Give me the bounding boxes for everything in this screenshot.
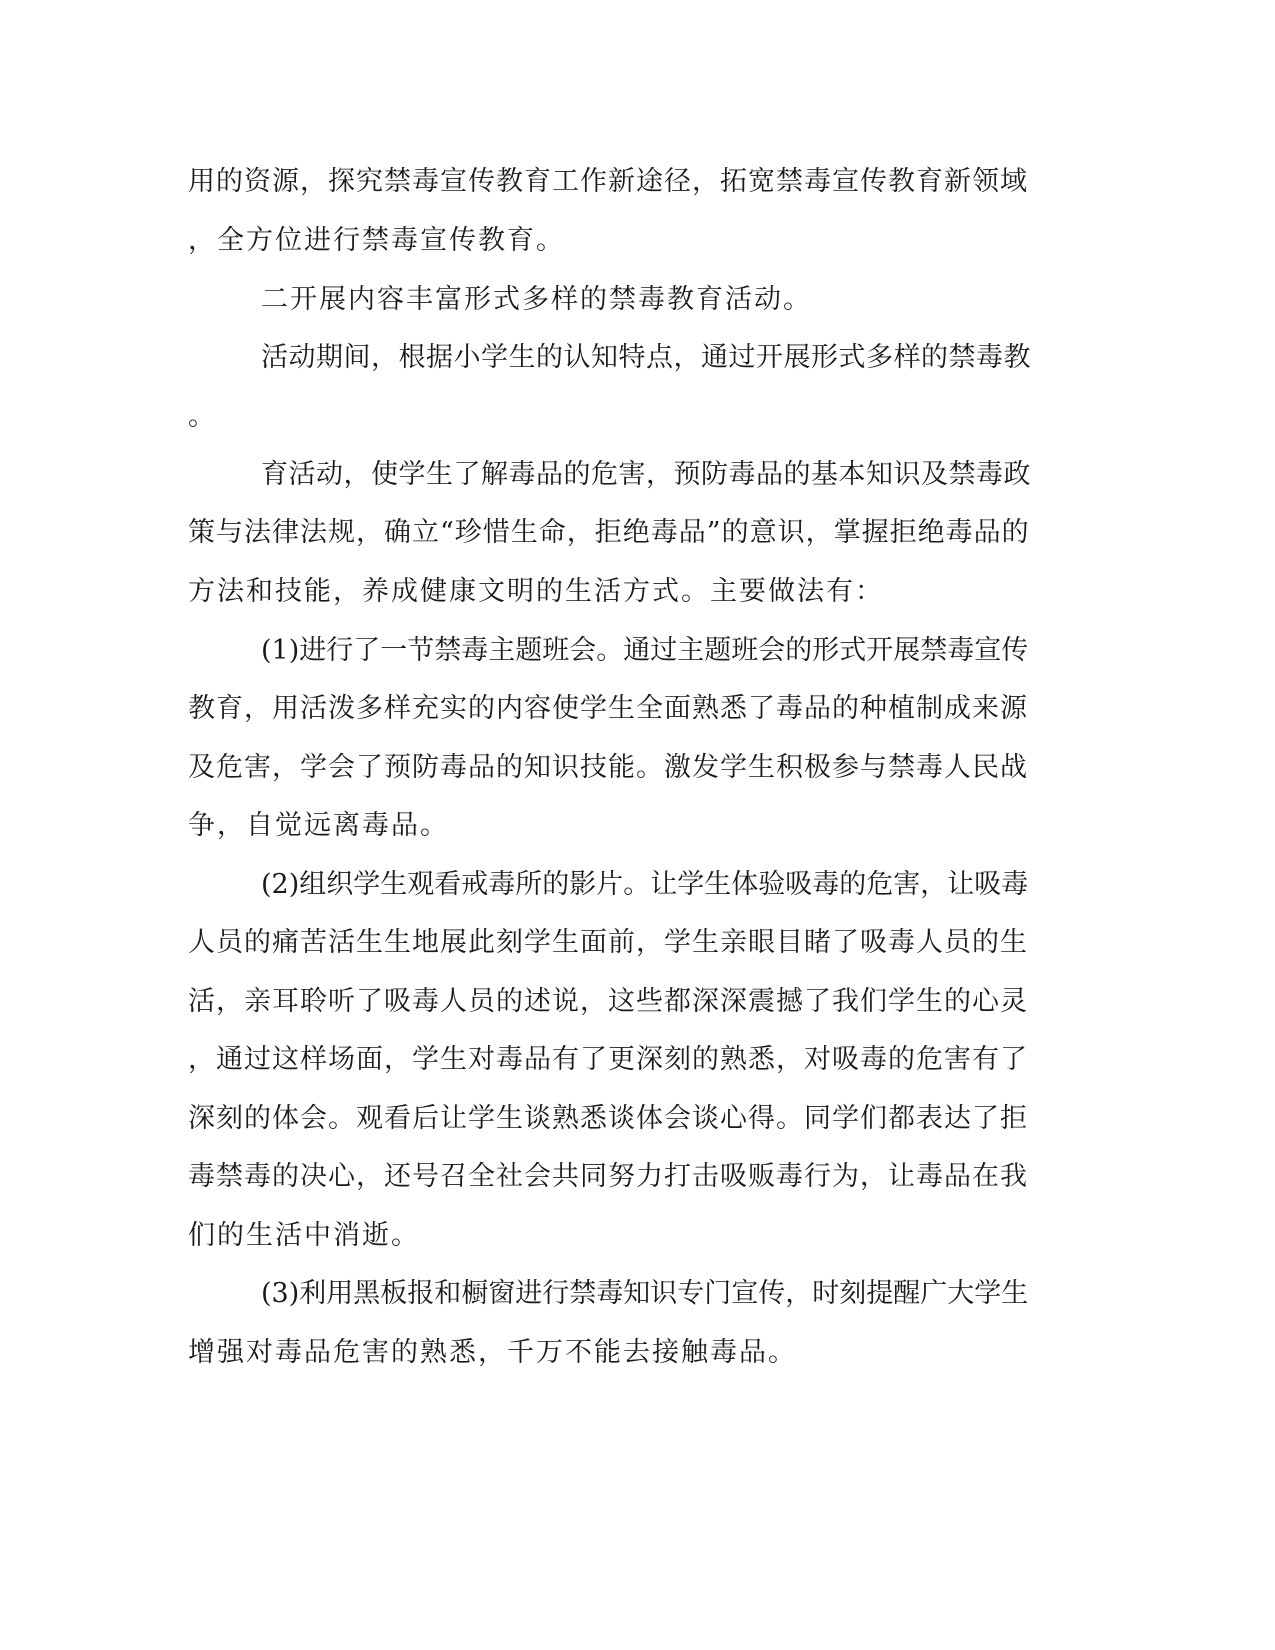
text-line-18: 毒禁毒的决心，还号召全社会共同努力打击吸贩毒行为，让毒品在我 [188,1161,1028,1192]
text-line-14: 人员的痛苦活生生地展此刻学生面前，学生亲眼目睹了吸毒人员的生 [188,927,1028,958]
text-line-20: (3)利用黑板报和橱窗进行禁毒知识专门宣传，时刻提醒广大学生 [261,1278,1029,1309]
text-line-7: 策与法律法规，确立“珍惜生命，拒绝毒品”的意识，掌握拒绝毒品的 [188,517,1030,548]
text-line-10: 教育，用活泼多样充实的内容使学生全面熟悉了毒品的种植制成来源 [188,693,1028,724]
text-line-4: 活动期间，根据小学生的认知特点，通过开展形式多样的禁毒教 [261,342,1031,373]
text-line-16: ，通过这样场面，学生对毒品有了更深刻的熟悉，对吸毒的危害有了 [188,1044,1028,1075]
text-line-12: 争，自觉远离毒品。 [188,810,449,841]
text-line-1: 用的资源，探究禁毒宣传教育工作新途径，拓宽禁毒宣传教育新领域 [188,166,1028,197]
text-line-11: 及危害，学会了预防毒品的知识技能。激发学生积极参与禁毒人民战 [188,752,1028,783]
text-line-15: 活，亲耳聆听了吸毒人员的述说，这些都深深震撼了我们学生的心灵 [188,986,1028,1017]
text-line-9: (1)进行了一节禁毒主题班会。通过主题班会的形式开展禁毒宣传 [261,635,1029,666]
text-line-21: 增强对毒品危害的熟悉，千万不能去接触毒品。 [188,1337,797,1368]
section-heading: 二开展内容丰富形式多样的禁毒教育活动。 [261,284,812,315]
text-line-17: 深刻的体会。观看后让学生谈熟悉谈体会谈心得。同学们都表达了拒 [188,1103,1028,1134]
text-line-13: (2)组织学生观看戒毒所的影片。让学生体验吸毒的危害，让吸毒 [261,869,1029,900]
text-line-19: 们的生活中消逝。 [188,1220,420,1251]
text-line-5: 。 [188,401,217,432]
text-line-2: ，全方位进行禁毒宣传教育。 [188,225,565,256]
text-line-8: 方法和技能，养成健康文明的生活方式。主要做法有： [188,576,884,607]
text-line-6: 育活动，使学生了解毒品的危害，预防毒品的基本知识及禁毒政 [261,459,1031,490]
